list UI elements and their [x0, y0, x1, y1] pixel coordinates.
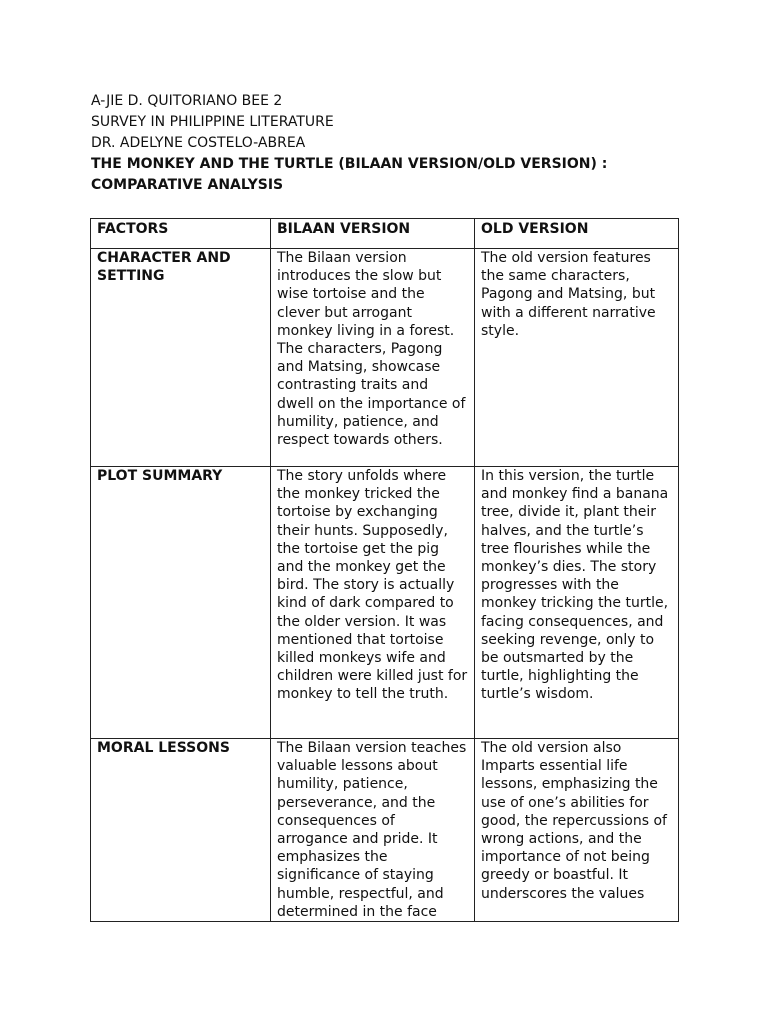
bilaan-text: The story unfolds where the monkey tricked the tortoise by exchanging their hunts. Supposedly, the tortoise get the pig and the monkey get the bird. The story is actually kind of dark compared to the older version. It was mentioned that tortoise killed monkeys wife and children were killed just for monkey to tell the truth. — [277, 468, 468, 703]
column-header-old-version: OLD VERSION — [475, 219, 679, 249]
factor-label: PLOT SUMMARY — [97, 468, 223, 484]
document-title-line-2: COMPARATIVE ANALYSIS — [91, 177, 284, 193]
document-header — [91, 91, 691, 196]
table-header-row — [91, 219, 679, 249]
old-text: In this version, the turtle and monkey find a banana tree, divide it, plant their halves, and the turtle’s tree flourishes while the monkey’s dies. The story progresses with the monkey tricking the turtle, facing consequences, and seeking revenge, only to be outsmarted by the turtle, highlighting the turtle’s wisdom. — [481, 468, 669, 703]
bilaan-cell — [271, 249, 475, 467]
old-cell — [475, 739, 679, 922]
old-text: The old version also Imparts essential life lessons, emphasizing the use of one’s abilities for good, the repercussions of wrong actions, and the importance of not being greedy or boastful. It underscores the values — [481, 740, 667, 902]
course-line: SURVEY IN PHILIPPINE LITERATURE — [91, 114, 334, 130]
factor-label: MORAL LESSONS — [97, 740, 230, 756]
document-title-line-1: THE MONKEY AND THE TURTLE (BILAAN VERSION/OLD VERSION) : — [91, 156, 608, 172]
instructor-line: DR. ADELYNE COSTELO-ABREA — [91, 135, 306, 151]
factor-label: CHARACTER AND SETTING — [97, 250, 231, 285]
table-row — [91, 467, 679, 739]
old-text: The old version features the same characters, Pagong and Matsing, but with a different narrative style. — [481, 250, 656, 339]
factor-cell — [91, 739, 271, 922]
bilaan-text: The Bilaan version teaches valuable lessons about humility, patience, perseverance, and the consequences of arrogance and pride. It emphasizes the significance of staying humble, respectful, and determined in the face — [277, 740, 467, 920]
old-cell — [475, 249, 679, 467]
bilaan-cell — [271, 467, 475, 739]
author-line: A-JIE D. QUITORIANO BEE 2 — [91, 93, 283, 109]
factor-cell — [91, 467, 271, 739]
column-header-factors: FACTORS — [91, 219, 271, 249]
factor-cell — [91, 249, 271, 467]
bilaan-cell — [271, 739, 475, 922]
old-cell — [475, 467, 679, 739]
comparison-table — [90, 218, 679, 922]
table-row — [91, 739, 679, 922]
bilaan-text: The Bilaan version introduces the slow but wise tortoise and the clever but arrogant monkey living in a forest. The characters, Pagong and Matsing, showcase contrasting traits and dwell on the importance of humility, patience, and respect towards others. — [277, 250, 466, 449]
column-header-bilaan-version: BILAAN VERSION — [271, 219, 475, 249]
table-row — [91, 249, 679, 467]
